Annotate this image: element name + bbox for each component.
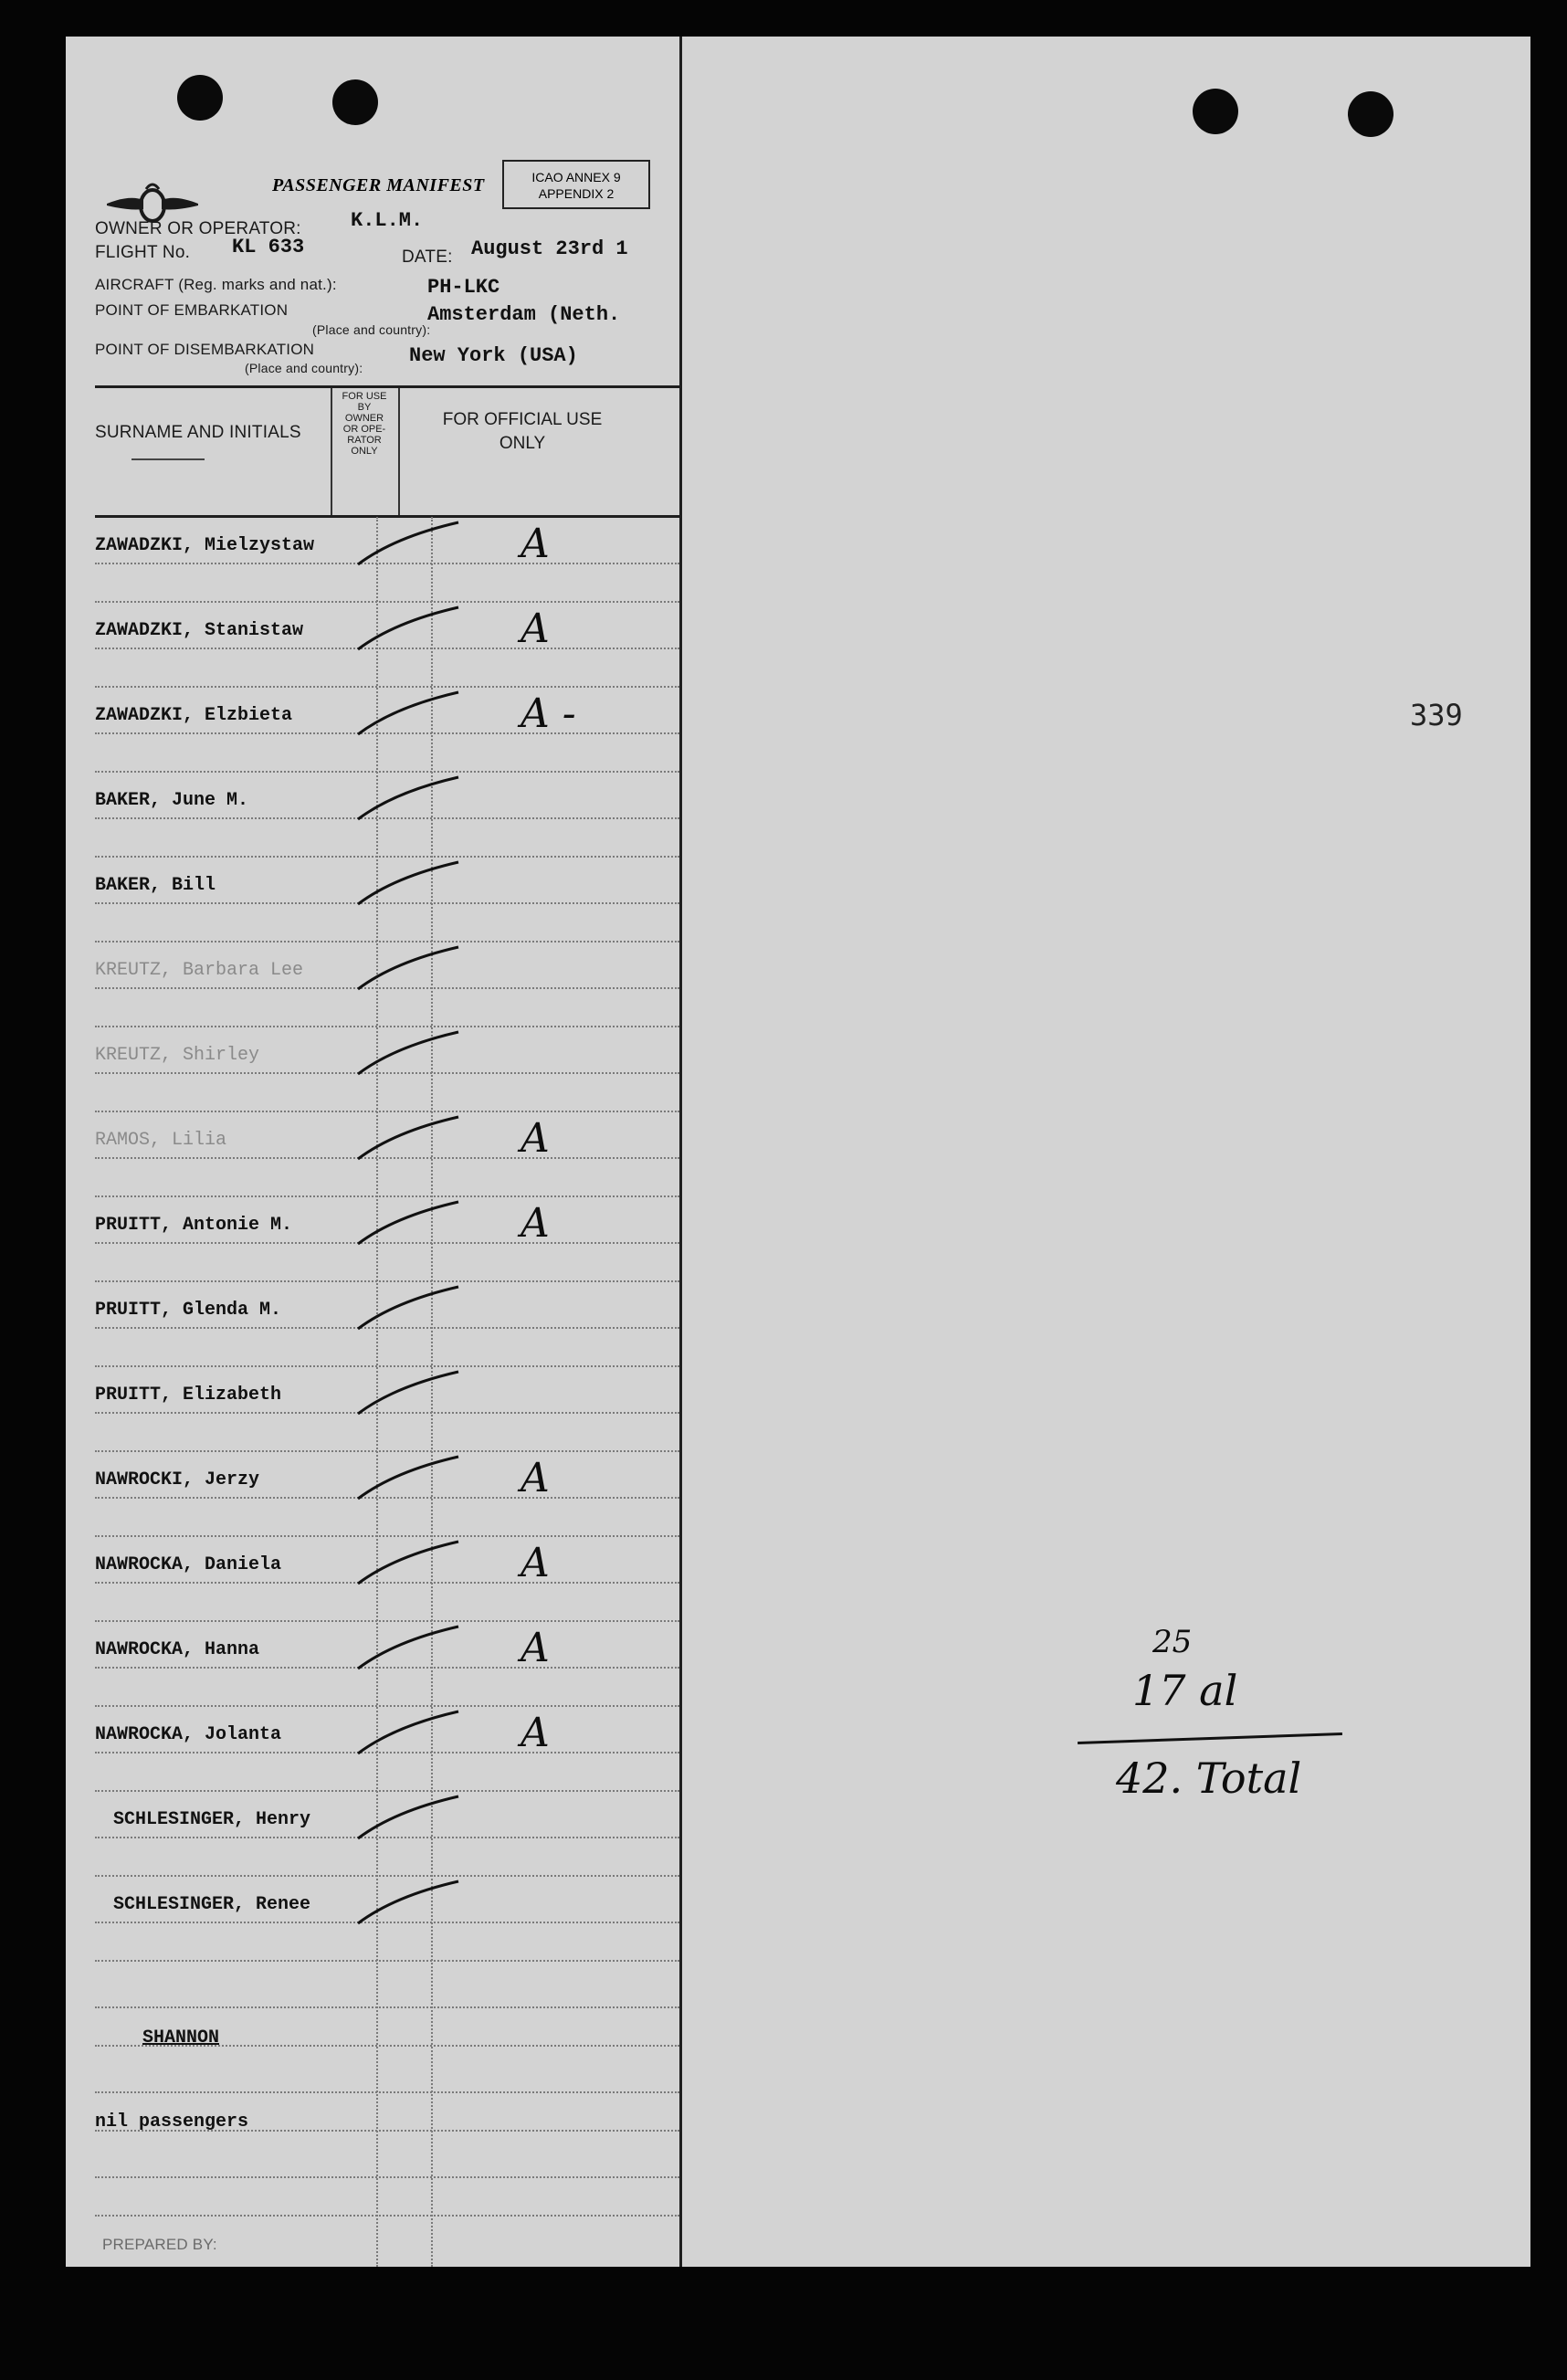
passenger-name: BAKER, Bill: [95, 875, 216, 896]
passenger-name: KREUTZ, Shirley: [95, 1045, 260, 1066]
row-guide-line: [95, 2176, 679, 2178]
annex-line-2: APPENDIX 2: [538, 186, 615, 201]
check-mark-icon: [340, 681, 468, 754]
check-mark-icon: [340, 596, 468, 669]
flight-label: FLIGHT No.: [95, 243, 191, 262]
official-mark: A -: [521, 690, 576, 737]
passenger-name: NAWROCKA, Jolanta: [95, 1724, 282, 1745]
official-mark: A: [521, 606, 550, 652]
annex-line-1: ICAO ANNEX 9: [531, 170, 621, 184]
disembarkation-label: POINT OF DISEMBARKATION: [95, 341, 315, 358]
tally-line-3: 42. Total: [1116, 1753, 1302, 1803]
passenger-name: PRUITT, Antonie M.: [95, 1215, 293, 1236]
check-mark-icon: [340, 1276, 468, 1349]
aircraft-label: AIRCRAFT (Reg. marks and nat.):: [95, 276, 337, 293]
passenger-name: KREUTZ, Barbara Lee: [95, 960, 304, 981]
manifest-sheet: [66, 37, 1530, 2267]
punch-hole-4: [1348, 91, 1393, 137]
check-mark-icon: [340, 766, 468, 839]
tally-rule: [1078, 1732, 1342, 1744]
annex-box: [502, 160, 650, 209]
embarkation-value: Amsterdam (Neth.: [427, 303, 621, 326]
official-use-line-1: FOR OFFICIAL USE: [442, 410, 603, 429]
owner-use-line-4: OR OPE-: [342, 424, 386, 435]
aircraft-value: PH-LKC: [427, 276, 500, 299]
owner-use-line-2: BY: [357, 402, 372, 413]
passenger-name: NAWROCKA, Hanna: [95, 1639, 260, 1660]
page-number: 339: [1410, 698, 1463, 732]
passenger-name: SCHLESINGER, Henry: [113, 1809, 311, 1830]
row-guide-line: [95, 2091, 679, 2093]
check-mark-icon: [340, 1531, 468, 1604]
table-header-divider-2: [398, 388, 400, 516]
official-mark: A: [521, 1200, 550, 1247]
official-mark: A: [521, 521, 550, 567]
check-mark-icon: [340, 1616, 468, 1689]
official-mark: A: [521, 1455, 550, 1501]
check-mark-icon: [340, 1446, 468, 1519]
passenger-name: PRUITT, Glenda M.: [95, 1300, 282, 1321]
owner-label: OWNER OR OPERATOR:: [95, 219, 301, 238]
date-label: DATE:: [402, 247, 453, 267]
passenger-name: ZAWADZKI, Elzbieta: [95, 705, 293, 726]
check-mark-icon: [340, 1106, 468, 1179]
tally-line-1: 25: [1152, 1624, 1193, 1660]
check-mark-icon: [340, 1701, 468, 1774]
official-use-line-2: ONLY: [499, 434, 546, 453]
passenger-name: NAWROCKI, Jerzy: [95, 1469, 260, 1490]
passenger-name: ZAWADZKI, Mielzystaw: [95, 535, 315, 556]
official-mark: A: [521, 1115, 550, 1162]
manifest-form: [66, 37, 682, 2267]
official-mark: A: [521, 1540, 550, 1586]
row-guide-line: [95, 1960, 679, 1962]
check-mark-icon: [340, 851, 468, 924]
check-mark-icon: [340, 1021, 468, 1094]
owner-use-line-3: OWNER: [344, 413, 384, 424]
nil-passengers-note: nil passengers: [95, 2111, 249, 2133]
tally-line-2: 17 al: [1132, 1666, 1238, 1715]
column-surname-header: SURNAME AND INITIALS: [95, 423, 301, 442]
table-header-divider-1: [331, 388, 332, 516]
check-mark-icon: [340, 1870, 468, 1943]
row-guide-line: [95, 2215, 679, 2217]
passenger-name: NAWROCKA, Daniela: [95, 1554, 282, 1575]
passenger-name: RAMOS, Lilia: [95, 1130, 227, 1151]
owner-use-line-6: ONLY: [351, 446, 378, 457]
table-header-top-rule: [95, 385, 679, 388]
punch-hole-3: [1193, 89, 1238, 134]
owner-value: K.L.M.: [351, 209, 424, 232]
embarkation-label: POINT OF EMBARKATION: [95, 301, 289, 319]
passenger-name: ZAWADZKI, Stanistaw: [95, 620, 304, 641]
date-value: August 23rd 1: [471, 237, 628, 260]
shannon-heading: SHANNON: [142, 2027, 220, 2048]
flight-value: KL 633: [232, 236, 305, 258]
disembarkation-value: New York (USA): [409, 344, 578, 367]
disembarkation-sublabel: (Place and country):: [245, 361, 363, 375]
check-mark-icon: [340, 1785, 468, 1859]
surname-header-underline: [131, 458, 205, 460]
official-mark: A: [521, 1710, 550, 1756]
check-mark-icon: [340, 511, 468, 584]
column-owner-use-header: [332, 391, 396, 457]
embarkation-sublabel: (Place and country):: [312, 322, 431, 337]
prepared-by-label: PREPARED BY:: [102, 2236, 217, 2253]
check-mark-icon: [340, 1361, 468, 1434]
passenger-name: PRUITT, Elizabeth: [95, 1385, 282, 1406]
passenger-name: BAKER, June M.: [95, 790, 249, 811]
row-guide-line: [95, 2006, 679, 2008]
column-official-use-header: [422, 408, 623, 456]
owner-use-line-1: FOR USE: [342, 391, 387, 402]
passenger-name: SCHLESINGER, Renee: [113, 1894, 311, 1915]
official-mark: A: [521, 1625, 550, 1671]
check-mark-icon: [340, 936, 468, 1009]
owner-use-line-5: RATOR: [347, 435, 382, 446]
check-mark-icon: [340, 1191, 468, 1264]
form-title: PASSENGER MANIFEST: [272, 175, 485, 195]
